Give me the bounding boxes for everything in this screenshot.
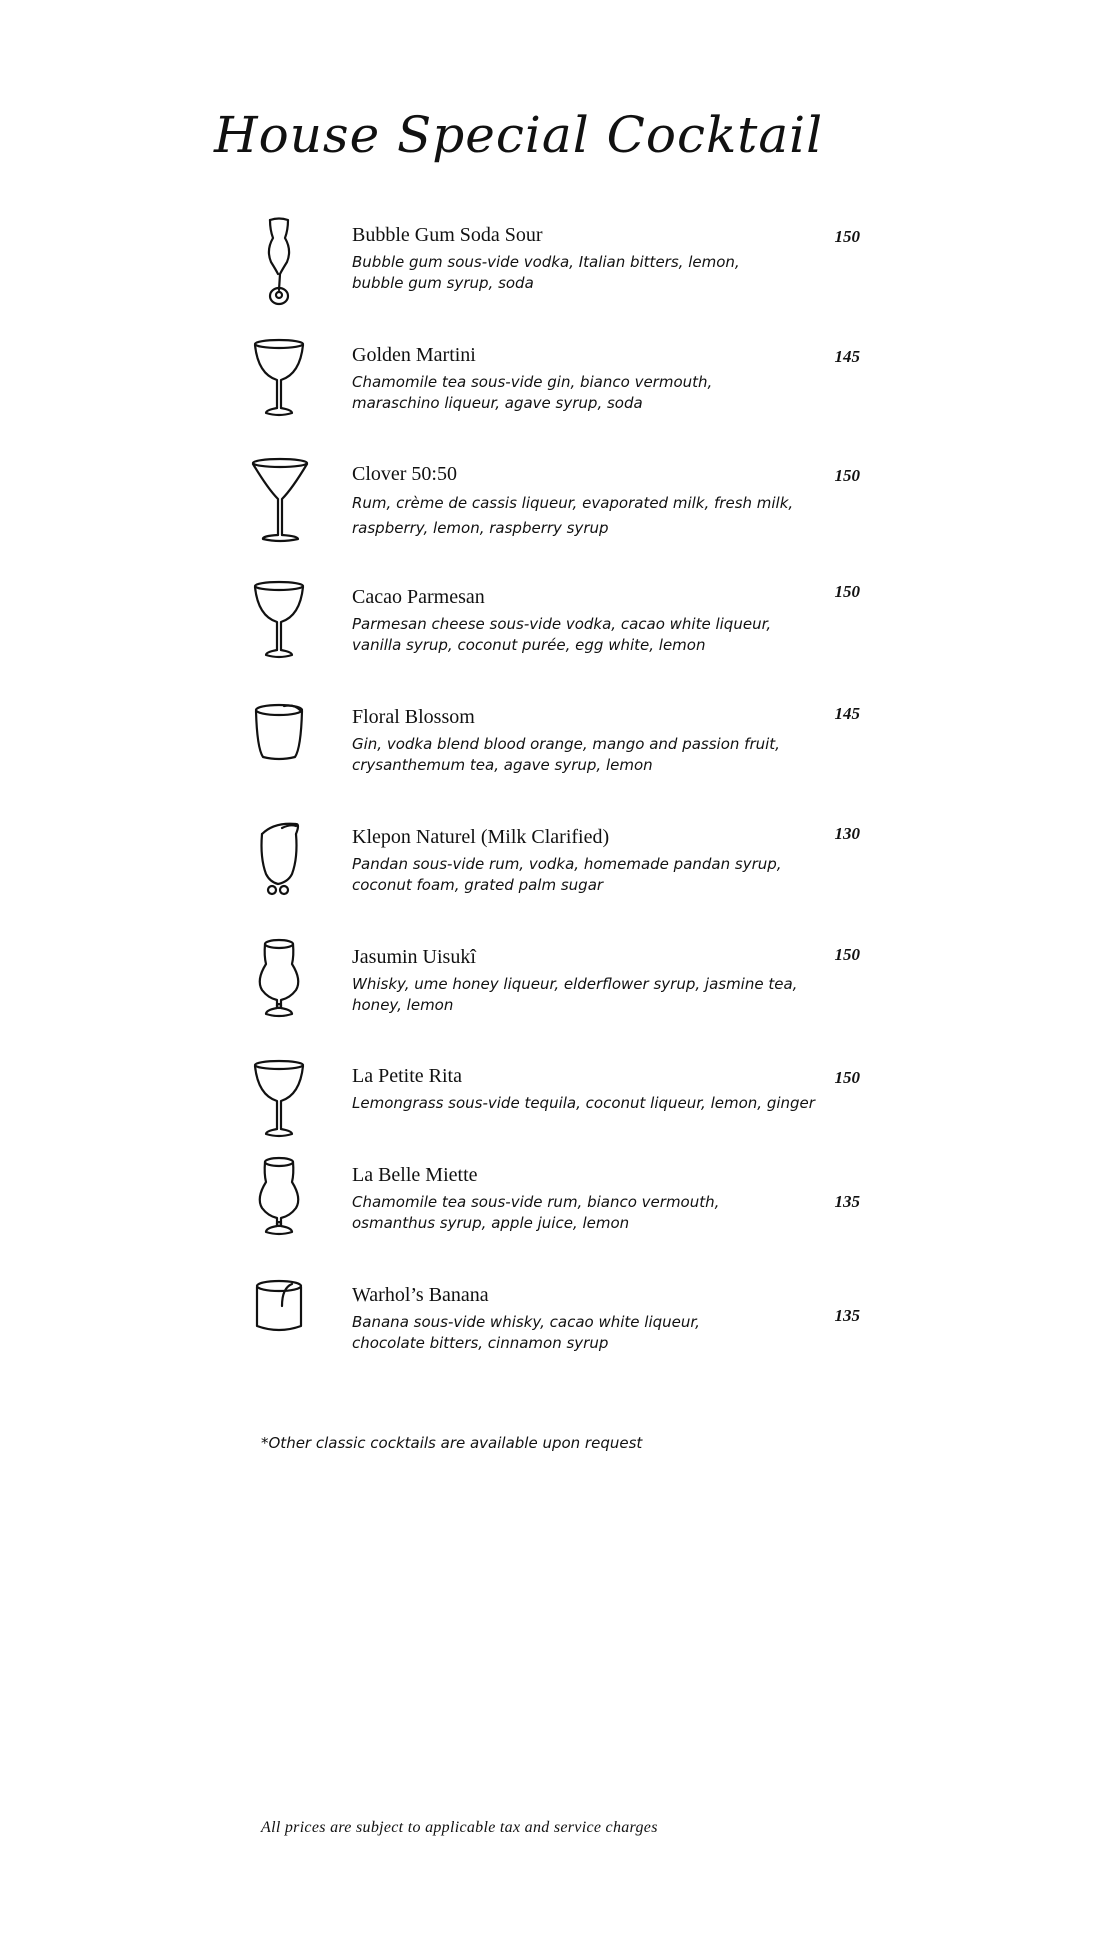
rocks-glass-icon [244,698,314,788]
item-price: 150 [834,582,860,601]
menu-item [0,344,1093,460]
item-name: Jasumin Uisukî [352,946,476,968]
item-name: Floral Blossom [352,706,475,728]
item-price: 135 [834,1306,860,1325]
menu-item [0,945,1093,1062]
tulip-glass-icon [244,216,314,306]
item-price: 150 [834,1068,860,1087]
item-name: Clover 50:50 [352,463,457,485]
menu-item [0,582,1093,702]
item-name: Golden Martini [352,344,476,366]
item-price: 150 [834,227,860,246]
item-description: Gin, vodka blend blood orange, mango and passion fruit, crysanthemum tea, agave syrup, lemon [352,735,780,774]
item-name: La Petite Rita [352,1065,462,1087]
menu-item [0,1065,1093,1181]
classic-cocktails-note: *Other classic cocktails are available upon request [261,1434,643,1452]
item-name: Cacao Parmesan [352,586,485,608]
menu-title: House Special Cocktail [214,106,824,164]
tax-footer-note: All prices are subject to applicable tax and service charges [261,1819,658,1836]
item-name: La Belle Miette [352,1164,478,1186]
menu-item [0,824,1093,942]
menu-item [0,1164,1093,1280]
item-price: 145 [834,347,860,366]
coupe-glass-icon [244,336,314,426]
item-description: Pandan sous-vide rum, vodka, homemade pandan syrup, coconut foam, grated palm sugar [352,855,782,894]
coupe-glass-icon [244,578,314,668]
snifter-glass-icon [244,938,314,1028]
martini-glass-icon [244,455,314,545]
item-description: Bubble gum sous-vide vodka, Italian bitters, lemon, bubble gum syrup, soda [352,253,740,292]
item-name: Bubble Gum Soda Sour [352,224,543,246]
menu-item [0,463,1093,579]
item-name: Klepon Naturel (Milk Clarified) [352,826,610,848]
item-description: Chamomile tea sous-vide rum, bianco vermouth, osmanthus syrup, apple juice, lemon [352,1193,720,1232]
tumbler-glass-icon [244,1276,314,1366]
item-description: Rum, crème de cassis liqueur, evaporated milk, fresh milk, raspberry, lemon, raspberry syrup [352,494,794,537]
item-price: 150 [834,466,860,485]
menu-item [0,704,1093,822]
item-price: 130 [834,824,860,843]
coupe-glass-icon [244,1057,314,1147]
footed-glass-icon [244,818,314,908]
item-price: 150 [834,945,860,964]
snifter-glass-icon [244,1156,314,1246]
item-description: Banana sous-vide whisky, cacao white liqueur, chocolate bitters, cinnamon syrup [352,1313,700,1352]
item-price: 135 [834,1192,860,1211]
item-description: Parmesan cheese sous-vide vodka, cacao white liqueur, vanilla syrup, coconut purée, egg white, lemon [352,615,772,654]
menu-item [0,1284,1093,1400]
item-price: 145 [834,704,860,723]
item-name: Warhol’s Banana [352,1284,489,1306]
item-description: Lemongrass sous-vide tequila, coconut liqueur, lemon, ginger [352,1094,815,1112]
menu-item [0,224,1093,340]
item-description: Chamomile tea sous-vide gin, bianco vermouth, maraschino liqueur, agave syrup, soda [352,373,713,412]
item-description: Whisky, ume honey liqueur, elderflower syrup, jasmine tea, honey, lemon [352,975,798,1014]
